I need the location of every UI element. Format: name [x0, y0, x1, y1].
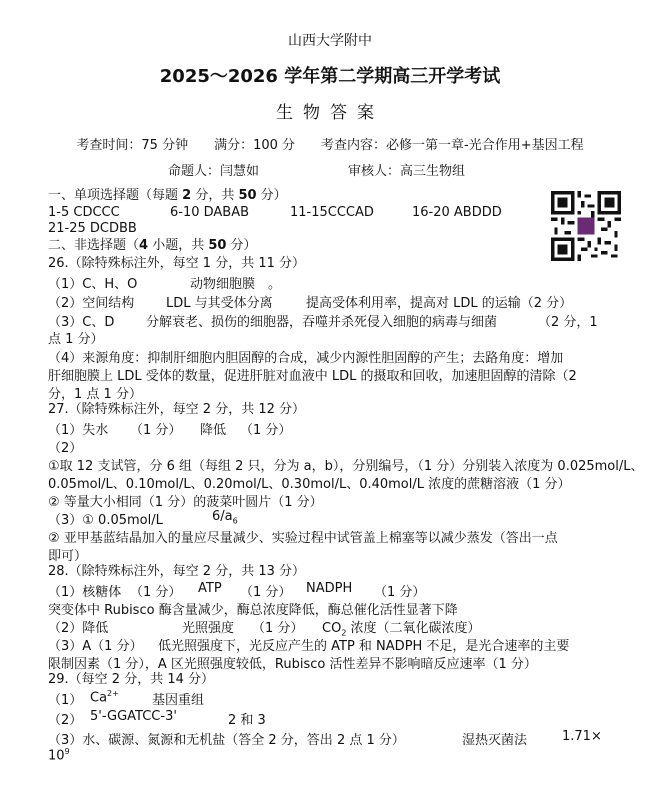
- q27-answer-6a: （3）① 0.05mol/L: [48, 513, 163, 528]
- q26-answer-4a: （4）来源角度：抑制肝细胞内胆固醇的合成，减少内源性胆固醇的产生；去路角度：增加: [48, 351, 564, 366]
- q29-answer-2c: 2 和 3: [228, 713, 266, 728]
- q29-answer-1a: （1）: [48, 693, 83, 708]
- q28-answer-1a: （1）核糖体: [48, 585, 122, 600]
- q26-answer-3a: （3）C、D: [48, 315, 115, 330]
- q26-answer-3c: （2 分，1: [538, 315, 598, 330]
- q29-answer-4: $10^9$: [48, 747, 70, 764]
- q28-answer-3a: （2）降低: [48, 621, 109, 636]
- q29-answer-2a: （2）: [48, 713, 83, 728]
- q28-answer-2: 突变体中 Rubisco 酶含量减少，酶总浓度降低，酶总催化活性显著下降: [48, 603, 458, 618]
- q29-answer-1c: 基因重组: [152, 693, 205, 708]
- q28-answer-1f: （1 分）: [374, 585, 426, 600]
- author: 命题人：闫慧如: [168, 164, 260, 179]
- q28-answer-1b: （1 分）: [130, 585, 182, 600]
- q28-answer-3c: （1 分）: [252, 621, 304, 636]
- q27-answer-2: （2）: [48, 441, 83, 456]
- q27-answer-1c: 降低: [200, 423, 227, 438]
- q26-answer-4c: 分，1 点 1 分）: [48, 387, 142, 402]
- q29-answer-2b: 5'-GGATCC-3': [90, 709, 177, 724]
- q26-answer-2b: LDL 与其受体分离: [166, 296, 273, 311]
- q29-answer-1b: $Ca^{2+}$: [90, 689, 119, 706]
- q26-answer-2c: 提高受体利用率，提高对 LDL 的运输（2 分）: [306, 296, 573, 311]
- q28-answer-5: 限制因素（1 分），A 区光照强度较低，Rubisco 活性差异不影响暗反应速率（1 分）: [48, 657, 537, 672]
- exam-title: 2025～2026 学年第二学期高三开学考试: [159, 66, 501, 87]
- q28-answer-3b: 光照强度: [182, 621, 235, 636]
- answer-6-10: 6-10 DABAB: [170, 205, 250, 220]
- q27-answer-1d: （1 分）: [240, 423, 292, 438]
- q27-answer-7: ② 亚甲基蓝结晶加入的量应尽量减少、实验过程中试管盖上棉塞等以减少蒸发（答出一点: [48, 531, 558, 546]
- q28-answer-4a: （3）A（1 分）: [48, 639, 143, 654]
- q26-heading: 26.（除特殊标注外，每空 1 分，共 11 分）: [48, 256, 306, 271]
- q26-answer-3b: 分解衰老、损伤的细胞器，吞噬并杀死侵入细胞的病毒与细菌: [146, 315, 498, 330]
- exam-info: 考查时间：75 分钟 满分：100 分 考查内容：必修一第一章-光合作用+基因工程: [76, 138, 584, 153]
- q27-answer-1a: （1）失水: [48, 423, 109, 438]
- answer-11-15: 11-15CCCAD: [290, 205, 374, 220]
- q28-heading: 28.（除特殊标注外，每空 2 分，共 13 分）: [48, 564, 306, 579]
- q26-answer-1b: 动物细胞膜 。: [190, 277, 282, 292]
- q29-heading: 29.（每空 2 分，共 14 分）: [48, 672, 215, 687]
- q28-answer-1e: NADPH: [306, 581, 353, 596]
- q27-answer-4: 0.05mol/L、0.10mol/L、0.20mol/L、0.30mol/L、0.40mol/L 浓度的蔗糖溶液（1 分）: [48, 477, 571, 492]
- q27-answer-5: ② 等量大小相同（1 分）的菠菜叶圆片（1 分）: [48, 495, 323, 510]
- answer-16-20: 16-20 ABDDD: [412, 205, 502, 220]
- q27-heading: 27.（除特殊标注外，每空 2 分，共 12 分）: [48, 402, 306, 417]
- reviewer: 审核人：高三生物组: [348, 164, 466, 179]
- q28-answer-4b: 低光照强度下，光反应产生的 ATP 和 NADPH 不足，是光合速率的主要: [158, 639, 570, 654]
- q29-answer-3b: 湿热灭菌法: [462, 733, 528, 748]
- answer-subtitle: 生物答案: [276, 103, 384, 123]
- q29-answer-3c: 1.71×: [562, 729, 602, 744]
- q28-answer-3d: $CO_2$ 浓度（二氧化碳浓度）: [322, 621, 481, 638]
- q29-answer-3a: （3）水、碳源、氮源和无机盐（答全 2 分，答出 2 点 1 分）: [48, 733, 405, 748]
- q27-answer-6b: $6/a_6$: [212, 509, 238, 526]
- q27-answer-8: 即可）: [48, 549, 88, 564]
- q28-answer-1d: （1 分）: [240, 585, 292, 600]
- answer-21-25: 21-25 DCDBB: [48, 221, 137, 236]
- q27-answer-3: ①取 12 支试管，分 6 组（每组 2 只，分为 a，b），分别编号，（1 分）分别装入浓度为 0.025mol/L、: [48, 459, 644, 474]
- q27-answer-1b: （1 分）: [130, 423, 182, 438]
- section1-heading: 一、单项选择题（每题 2 分，共 50 分）: [48, 188, 287, 203]
- q26-answer-4b: 肝细胞膜上 LDL 受体的数量，促进肝脏对血液中 LDL 的摄取和回收，加速胆固醇的清除（2: [48, 369, 577, 384]
- section2-heading: 二、非选择题（4 小题，共 50 分）: [48, 238, 257, 253]
- qr-code-image: [551, 191, 621, 261]
- q28-answer-1c: ATP: [198, 581, 222, 596]
- q26-answer-1a: （1）C、H、O: [48, 277, 138, 292]
- q26-answer-3d: 点 1 分）: [48, 332, 104, 347]
- answer-1-5: 1-5 CDCCC: [48, 205, 120, 220]
- q26-answer-2a: （2）空间结构: [48, 296, 135, 311]
- school-name: 山西大学附中: [288, 33, 372, 49]
